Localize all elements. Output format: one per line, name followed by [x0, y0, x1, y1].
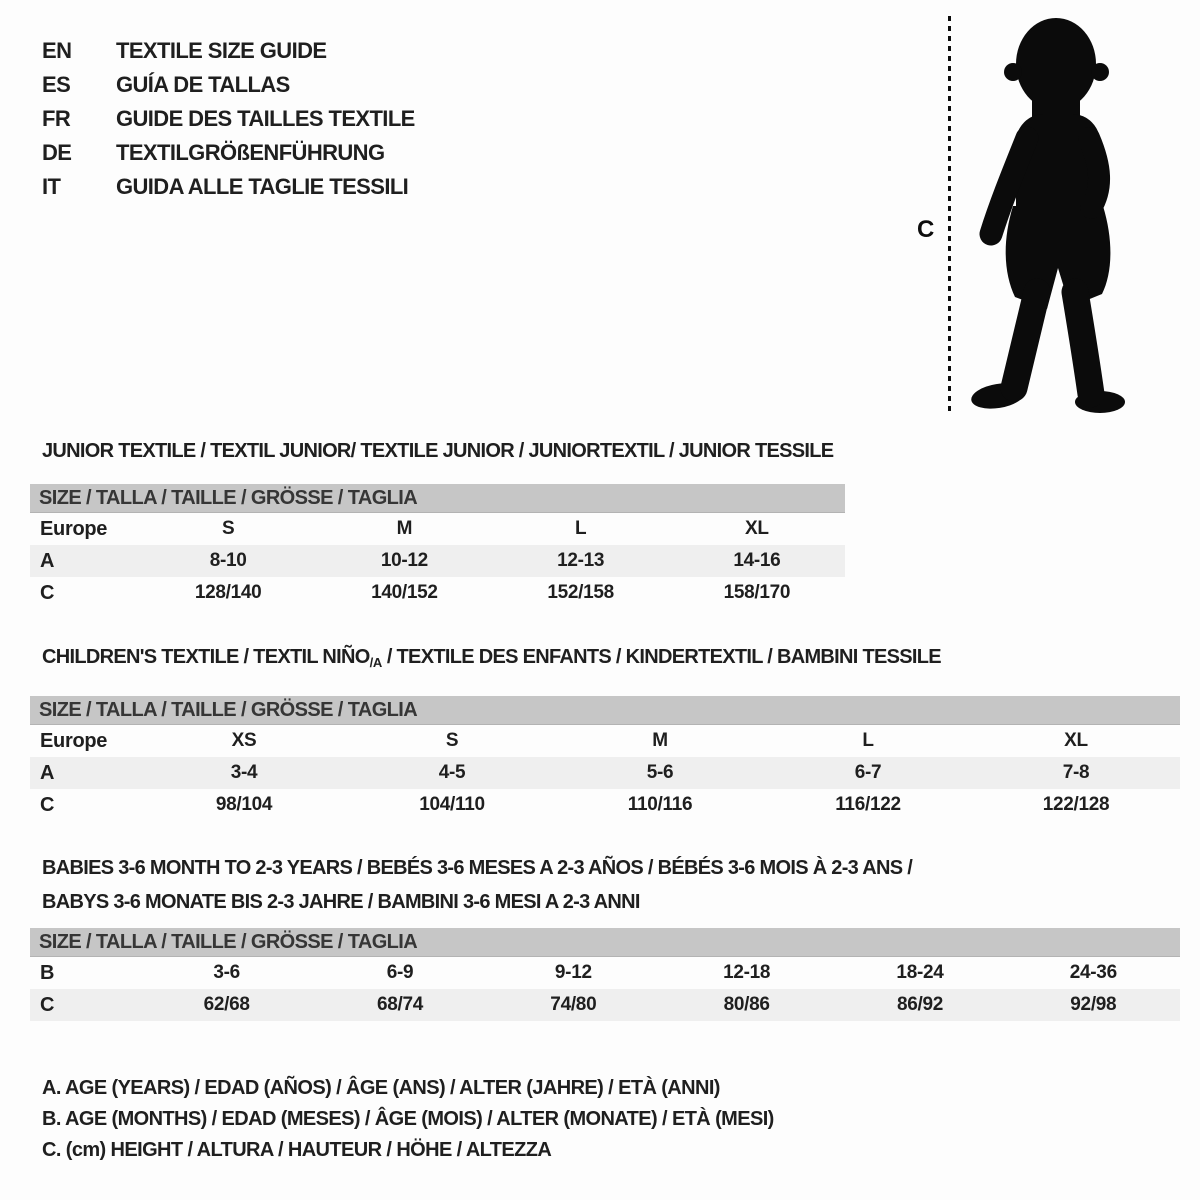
size-header-band: SIZE / TALLA / TAILLE / GRÖSSE / TAGLIA: [30, 928, 1180, 957]
cell-value: L: [862, 730, 874, 751]
table-row-c: [30, 989, 1180, 1021]
title-text: / TEXTILE DES ENFANTS / KINDERTEXTIL / BAMBINI TESSILE: [381, 646, 941, 668]
size-table-babies: [30, 928, 1180, 1021]
language-title-list: [42, 34, 415, 204]
section-title-line: [42, 885, 1180, 919]
cell-value: S: [221, 518, 235, 539]
cell-value: 116/122: [835, 794, 901, 815]
cell-value: XS: [231, 730, 257, 751]
section-junior-textile: [30, 434, 1180, 609]
legend-line-b: B. AGE (MONTHS) / EDAD (MESES) / ÂGE (MOIS) / ALTER (MONATE) / ETÀ (MESI): [42, 1108, 774, 1130]
table-row-a: [30, 757, 1180, 789]
cell-value: 74/80: [550, 994, 597, 1015]
language-code: EN: [42, 38, 72, 63]
cell-value: 12-18: [723, 962, 771, 983]
title-text: JUNIOR TEXTILE / TEXTIL JUNIOR/ TEXTILE JUNIOR / JUNIORTEXTIL / JUNIOR TESSILE: [42, 440, 834, 462]
cell-value: 18-24: [896, 962, 944, 983]
size-header-band: SIZE / TALLA / TAILLE / GRÖSSE / TAGLIA: [30, 484, 845, 513]
section-title-line: [42, 640, 1180, 680]
language-row-fr: [42, 102, 415, 136]
cell-value: 104/110: [419, 794, 485, 815]
section-title-babies: [42, 851, 1180, 919]
row-label: C: [40, 993, 55, 1016]
cell-value: 80/86: [723, 994, 770, 1015]
cell-value: 9-12: [554, 962, 592, 983]
cell-value: 62/68: [203, 994, 250, 1015]
cell-value: 128/140: [194, 582, 262, 603]
cell-value: 152/158: [547, 582, 614, 603]
cell-value: M: [396, 518, 413, 539]
row-label: A: [40, 549, 55, 572]
section-title-line: [42, 434, 1180, 468]
table-row-c: [30, 577, 845, 609]
cell-value: 14-16: [733, 550, 781, 571]
cell-value: 98/104: [215, 794, 273, 815]
row-label: C: [40, 793, 55, 816]
cell-value: 6-7: [854, 762, 882, 783]
section-babies-textile: [30, 851, 1180, 1021]
cell-value: 122/128: [1042, 794, 1110, 815]
row-label: Europe: [40, 517, 108, 540]
size-header-band: SIZE / TALLA / TAILLE / GRÖSSE / TAGLIA: [30, 696, 1180, 725]
language-code: DE: [42, 140, 72, 165]
row-label: C: [40, 581, 55, 604]
language-code: IT: [42, 174, 61, 199]
section-title-junior: [42, 434, 1180, 468]
row-label: A: [40, 761, 55, 784]
language-code: ES: [42, 72, 71, 97]
table-row-b: [30, 957, 1180, 989]
baby-silhouette: [960, 16, 1142, 416]
title-subscript: /A: [369, 655, 382, 670]
language-row-es: [42, 68, 415, 102]
cell-value: L: [574, 518, 587, 539]
cell-value: 92/98: [1070, 994, 1117, 1015]
section-title-children: [42, 640, 1180, 680]
cell-value: 3-4: [230, 762, 258, 783]
legend-line-c: C. (cm) HEIGHT / ALTURA / HAUTEUR / HÖHE / ALTEZZA: [42, 1139, 552, 1161]
guide-title-de: TEXTILGRÖßENFÜHRUNG: [116, 140, 385, 165]
guide-title-es: GUÍA DE TALLAS: [116, 72, 290, 97]
cell-value: XL: [745, 518, 769, 539]
cell-value: 8-10: [209, 550, 247, 571]
cell-value: 5-6: [646, 762, 674, 783]
legend-line-a: A. AGE (YEARS) / EDAD (AÑOS) / ÂGE (ANS) / ALTER (JAHRE) / ETÀ (ANNI): [42, 1077, 720, 1099]
title-text: BABYS 3-6 MONATE BIS 2-3 JAHRE / BAMBINI 3-6 MESI A 2-3 ANNI: [42, 891, 640, 913]
title-text: BABIES 3-6 MONTH TO 2-3 YEARS / BEBÉS 3-6 MESES A 2-3 AÑOS / BÉBÉS 3-6 MOIS À 2-3 ANS /: [42, 857, 913, 879]
cell-value: 140/152: [371, 582, 438, 603]
cell-value: S: [445, 730, 459, 751]
guide-title-fr: GUIDE DES TAILLES TEXTILE: [116, 106, 415, 131]
row-label: Europe: [40, 729, 108, 752]
title-text: CHILDREN'S TEXTILE / TEXTIL NIÑO: [42, 646, 370, 668]
cell-value: 24-36: [1069, 962, 1117, 983]
size-table-junior: [30, 484, 845, 609]
baby-head: [1016, 18, 1096, 110]
table-row-a: [30, 545, 845, 577]
height-measure-dashed-line: [948, 16, 951, 414]
cell-value: XL: [1064, 730, 1088, 751]
height-dimension-label: C: [917, 216, 935, 243]
language-code: FR: [42, 106, 71, 131]
measurement-legend: [42, 1073, 774, 1166]
row-label: B: [40, 961, 55, 984]
cell-value: 68/74: [376, 994, 424, 1015]
cell-value: 10-12: [380, 550, 428, 571]
guide-title-en: TEXTILE SIZE GUIDE: [116, 38, 327, 63]
cell-value: 158/170: [723, 582, 791, 603]
language-row-de: [42, 136, 415, 170]
cell-value: 12-13: [557, 550, 605, 571]
cell-value: 86/92: [896, 994, 943, 1015]
guide-title-it: GUIDA ALLE TAGLIE TESSILI: [116, 174, 409, 199]
size-table-children: [30, 696, 1180, 821]
cell-value: 3-6: [213, 962, 240, 983]
cell-value: 4-5: [438, 762, 466, 783]
language-row-en: [42, 34, 415, 68]
cell-value: M: [652, 730, 668, 751]
section-children-textile: [30, 640, 1180, 821]
section-title-line: [42, 851, 1180, 885]
cell-value: 7-8: [1062, 762, 1090, 783]
table-row-europe: [30, 513, 845, 545]
table-row-c: [30, 789, 1180, 821]
cell-value: 6-9: [386, 962, 414, 983]
language-row-it: [42, 170, 415, 204]
cell-value: 110/116: [627, 794, 693, 815]
table-row-europe: [30, 725, 1180, 757]
